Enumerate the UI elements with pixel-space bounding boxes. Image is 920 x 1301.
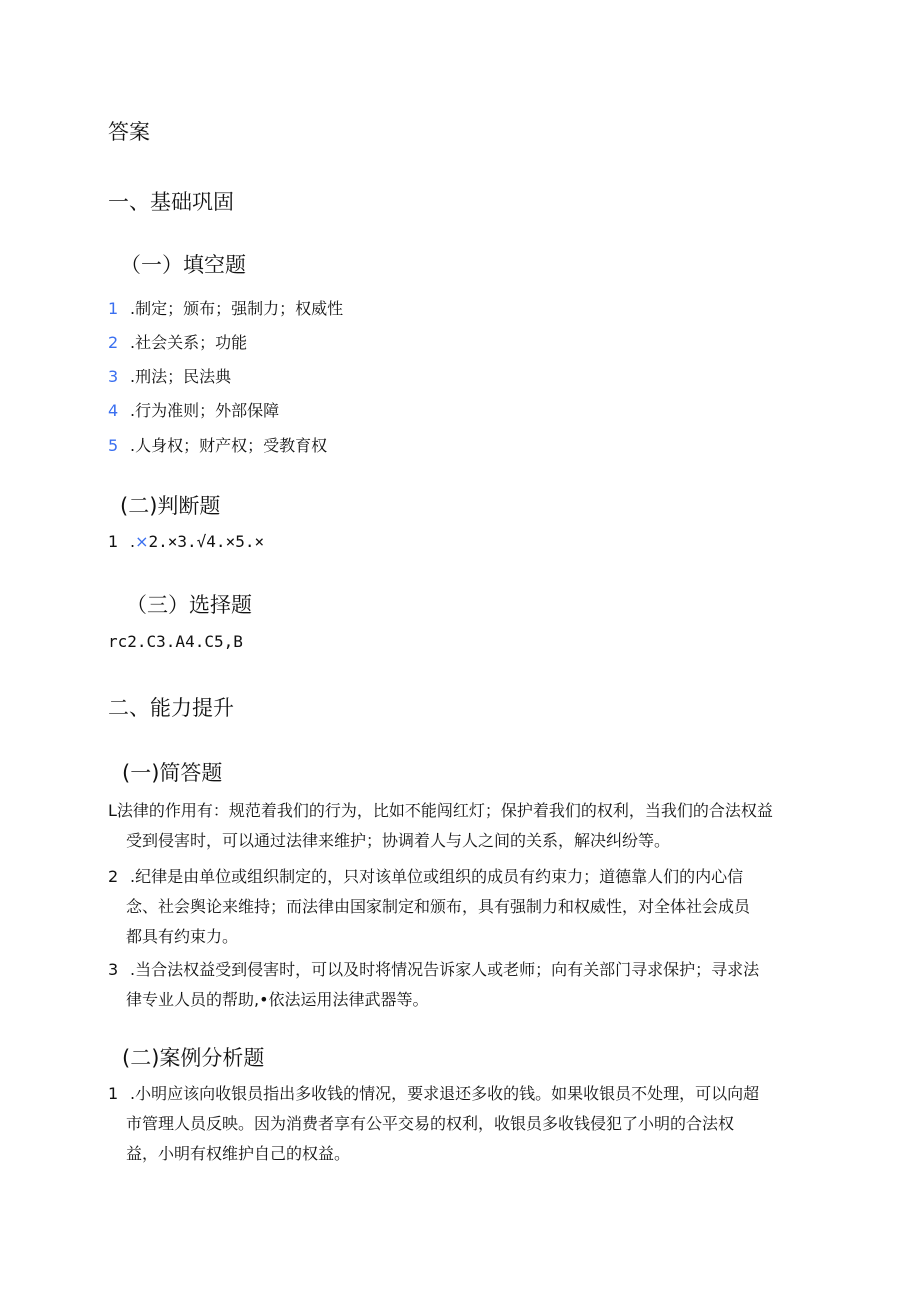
fill-item: [108, 433, 327, 456]
item-prefix: .: [130, 532, 136, 551]
subsection-heading-choice: （三）选择题: [126, 593, 252, 617]
page-title: 答案: [108, 120, 150, 144]
item-number: 4: [108, 401, 119, 420]
item-number: 3: [108, 960, 119, 979]
subsection-heading-short: (一)简答题: [122, 761, 223, 785]
item-number: 1: [108, 532, 119, 551]
paragraph-line: 受到侵害时，可以通过法律来维护；协调着人与人之间的关系，解决纠纷等。: [126, 831, 671, 850]
item-number: 2: [108, 333, 119, 352]
paragraph-line: .当合法权益受到侵害时，可以及时将情况告诉家人或老师；向有关部门寻求保护；寻求法: [130, 960, 760, 979]
paragraph-line: 益，小明有权维护自己的权益。: [126, 1144, 351, 1163]
section-heading-advanced: 二、能力提升: [108, 696, 234, 720]
item-number: 5: [108, 436, 119, 455]
item-number: 2: [108, 867, 119, 886]
section-heading-basic: 一、基础巩固: [108, 190, 234, 214]
subsection-heading-case: (二)案例分析题: [122, 1046, 265, 1070]
paragraph-line: 都具有约束力。: [126, 927, 239, 946]
paragraph-line: .小明应该向收银员指出多收钱的情况，要求退还多收的钱。如果收银员不处理，可以向超: [130, 1084, 760, 1103]
cross-mark: ×: [135, 532, 149, 551]
fill-item: [108, 330, 247, 353]
choice-answers: rc2.C3.A4.C5,B: [108, 632, 243, 651]
fill-item: [108, 296, 343, 319]
short-item: [108, 796, 818, 856]
judge-rest: 2.×3.√4.×5.×: [148, 532, 265, 551]
paragraph-line: 律专业人员的帮助,•依法运用法律武器等。: [126, 990, 429, 1009]
item-text: .刑法；民法典: [130, 367, 232, 386]
subsection-heading-fill: （一）填空题: [120, 253, 246, 277]
item-text: .制定；颁布；强制力；权威性: [130, 299, 344, 318]
short-item: [108, 955, 818, 1015]
item-text: .行为准则；外部保障: [130, 401, 280, 420]
short-item: [108, 862, 818, 952]
item-text: .社会关系；功能: [130, 333, 248, 352]
case-item: [108, 1079, 818, 1169]
paragraph-line: .纪律是由单位或组织制定的，只对该单位或组织的成员有约束力；道德靠人们的内心信: [130, 867, 744, 886]
item-text: .人身权；财产权；受教育权: [130, 436, 328, 455]
item-number: 1: [108, 299, 119, 318]
paragraph-line: 市管理人员反映。因为消费者享有公平交易的权利，收银员多收钱侵犯了小明的合法权: [126, 1114, 735, 1133]
paragraph-line: 念、社会舆论来维持；而法律由国家制定和颁布，具有强制力和权威性，对全体社会成员: [126, 897, 751, 916]
paragraph-line: L法律的作用有：规范着我们的行为，比如不能闯红灯；保护着我们的权利，当我们的合法权益: [108, 801, 773, 820]
item-number: 1: [108, 1084, 119, 1103]
judge-answers: [108, 532, 264, 551]
fill-item: [108, 398, 279, 421]
item-number: 3: [108, 367, 119, 386]
subsection-heading-judge: (二)判断题: [120, 494, 221, 518]
fill-item: [108, 364, 231, 387]
